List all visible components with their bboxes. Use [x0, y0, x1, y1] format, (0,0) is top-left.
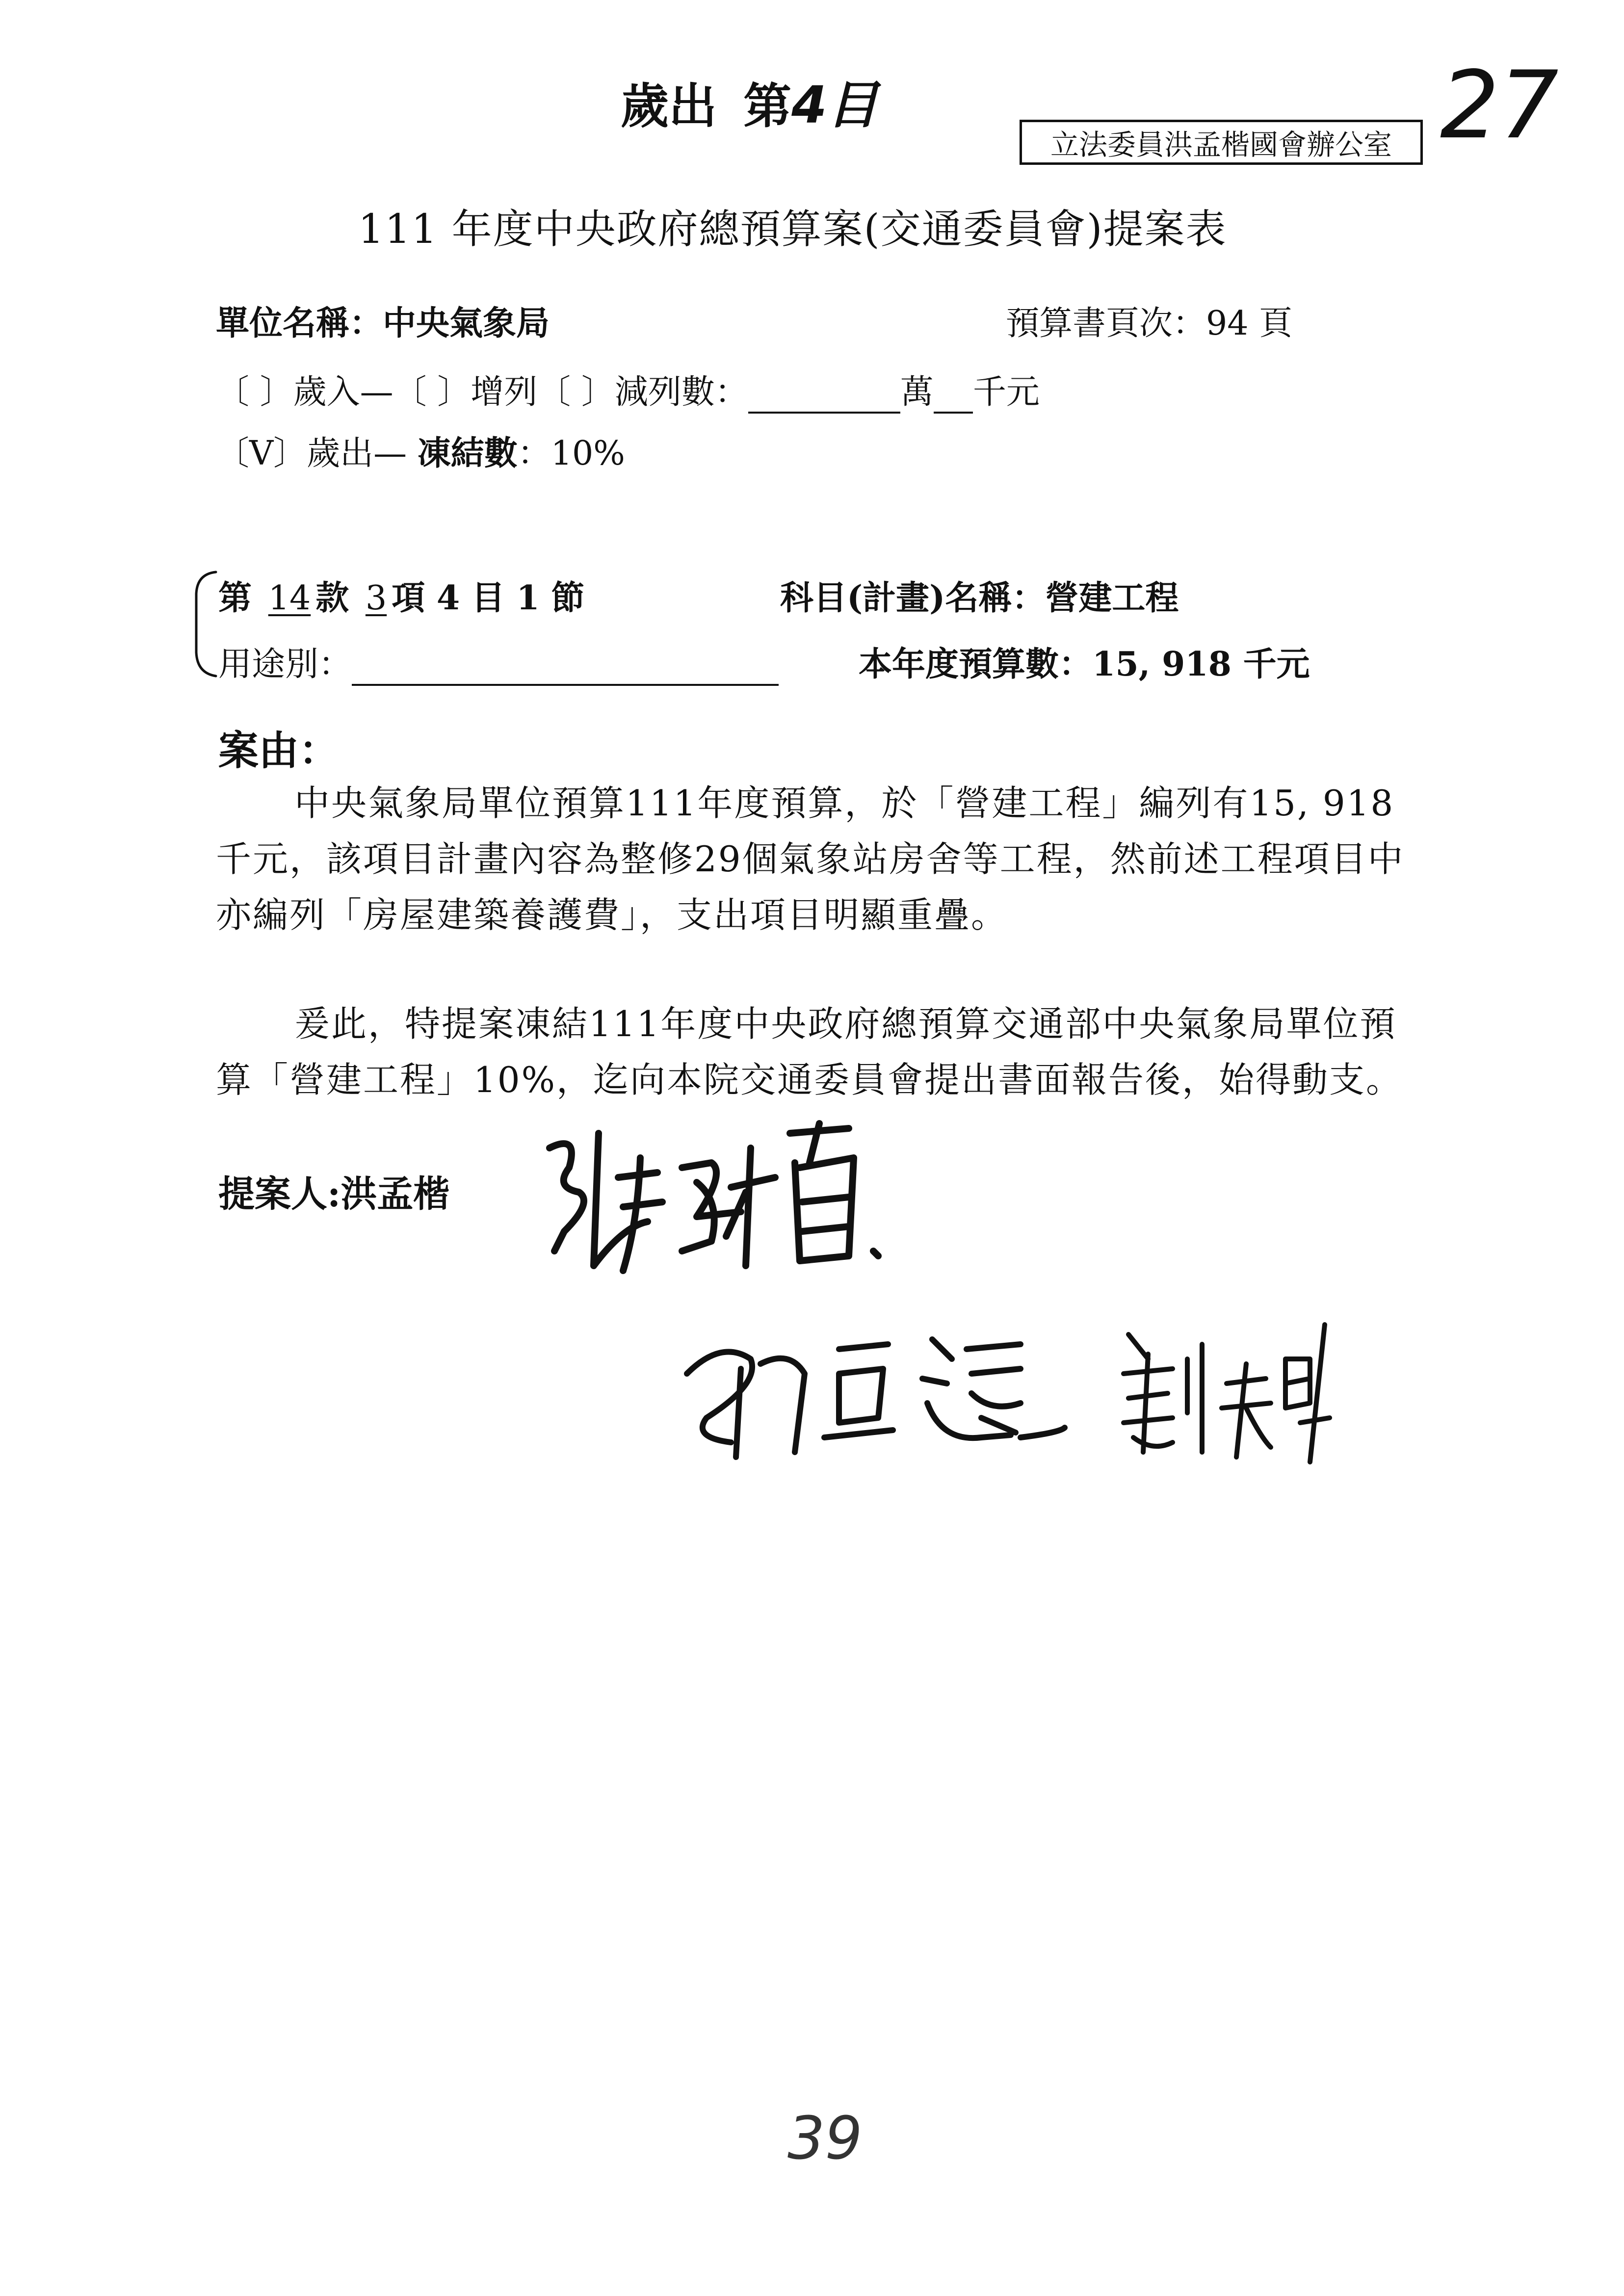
subject-kuan-number: 14 — [268, 579, 311, 618]
case-paragraph-1 — [216, 775, 1428, 943]
budget-amount: 本年度預算數：15, 918 千元 — [859, 645, 1310, 684]
subject-bracket — [190, 569, 220, 679]
cosigner-signature-1 — [677, 1320, 1168, 1467]
expenditure-line — [216, 427, 625, 474]
freeze-percent: ：10% — [517, 434, 625, 473]
subject-rest: 項 4 目 1 節 — [392, 578, 585, 618]
subject-di: 第 — [218, 578, 252, 618]
freeze-label: 凍結數 — [417, 434, 518, 473]
subject-kuan: 款 — [315, 578, 349, 618]
revenue-wan: 萬 — [900, 373, 934, 412]
expenditure-line-text: 〔V〕歲出— — [216, 434, 418, 473]
usage-line — [218, 638, 779, 686]
document-title: 111 年度中央政府總預算案(交通委員會)提案表 — [358, 206, 1227, 253]
revenue-amount-blank — [748, 373, 900, 414]
usage-blank — [352, 645, 779, 686]
revenue-line-text: 〔 〕歲入—〔 〕增列〔 〕減列數： — [216, 373, 748, 412]
revenue-line — [216, 365, 1040, 414]
cosigner-signature-2 — [1114, 1305, 1349, 1467]
budget-category-header — [621, 64, 878, 137]
footer-handwritten-page: 39 — [787, 2105, 863, 2173]
handwritten-page-number: 27 — [1440, 51, 1559, 159]
revenue-qian: 千元 — [972, 373, 1040, 412]
subject-section — [218, 572, 585, 619]
subject-xiang-number: 3 — [365, 579, 387, 618]
category-item: 第 — [743, 78, 792, 134]
proposer-label: 提案人:洪孟楷 — [218, 1173, 450, 1215]
office-stamp: 立法委員洪孟楷國會辦公室 — [1020, 120, 1423, 165]
category-item-handwritten: 4目 — [791, 75, 878, 135]
case-paragraph-1-text: 中央氣象局單位預算111年度預算，於「營建工程」編列有15, 918千元，該項目計畫內容為整修29個氣象站房舍等工程，然前述工程項目中亦編列「房屋建築養護費」，支出項目明顯重疊。 — [216, 783, 1405, 936]
usage-label: 用途別： — [218, 645, 352, 684]
subject-name: 科目(計畫)名稱：營建工程 — [780, 578, 1179, 618]
proposer-signature — [535, 1104, 957, 1290]
budget-page: 預算書頁次：94 頁 — [1006, 304, 1293, 343]
category-prefix: 歲出 — [621, 78, 717, 134]
revenue-qian-blank — [934, 373, 973, 414]
case-paragraph-2 — [216, 996, 1428, 1108]
case-heading: 案由： — [218, 727, 340, 774]
case-paragraph-2-text: 爰此，特提案凍結111年度中央政府總預算交通部中央氣象局單位預算「營建工程」10%，迄向本院交通委員會提出書面報告後，始得動支。 — [216, 1003, 1403, 1100]
unit-name: 單位名稱：中央氣象局 — [216, 304, 550, 343]
